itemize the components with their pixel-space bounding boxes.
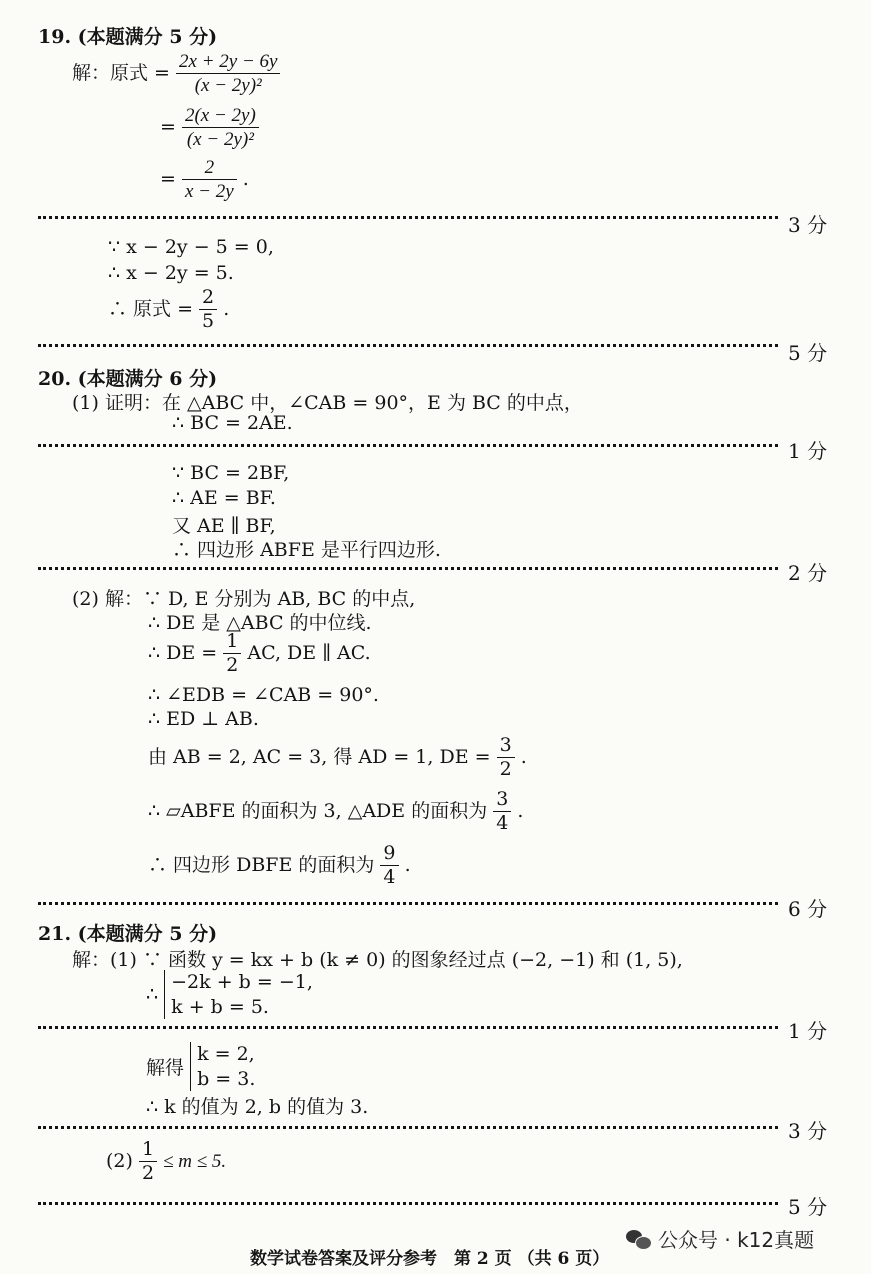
q19-fraction-3 — [182, 158, 237, 202]
q20-p2-line-4: ∴ ∠EDB = ∠CAB = 90°. — [148, 684, 379, 706]
q19-line-2: ∴ x − 2y = 5. — [108, 262, 234, 284]
q19-heading: 19. (本题满分 5 分) — [38, 26, 218, 48]
watermark — [626, 1224, 814, 1253]
q20-p2-line-3 — [148, 632, 371, 676]
q20-p2-line-7-period: . — [517, 799, 524, 822]
q19-period: . — [242, 167, 249, 190]
q21-sys1-eq2: k + b = 5. — [171, 995, 269, 1018]
q21-half-numerator: 1 — [141, 1138, 155, 1160]
q21-half-fraction — [139, 1140, 157, 1184]
q20-p2-line-5: ∴ ED ⊥ AB. — [148, 708, 259, 730]
q20-de-denominator: 2 — [497, 757, 515, 780]
q20-p2-line-7-prefix: ∴ ▱ABFE 的面积为 3, △ADE 的面积为 — [148, 799, 488, 822]
dotted-leader — [38, 1122, 778, 1129]
q20-area-fraction — [493, 790, 511, 834]
q19-eq-2: = — [160, 115, 176, 138]
q19-score-1: 3 分 — [788, 213, 828, 237]
q20-de-fraction — [497, 736, 515, 780]
q21-half-denominator: 2 — [139, 1161, 157, 1184]
q20-de-numerator: 3 — [499, 734, 512, 756]
q19-f1-numerator: 2x + 2y − 6y — [179, 51, 278, 72]
q19-result-fraction — [199, 288, 217, 332]
dotted-leader — [38, 212, 778, 219]
dotted-leader — [38, 898, 778, 905]
q19-eq-3: = — [160, 167, 176, 190]
q20-p1-line-5: 又 AE ∥ BF, — [172, 515, 276, 537]
q20-area-denominator: 4 — [493, 811, 511, 834]
dotted-leader — [38, 440, 778, 447]
q21-brace-1 — [164, 970, 313, 1019]
q19-line-1: ∵ x − 2y − 5 = 0, — [108, 236, 274, 258]
q21-score-3: 5 分 — [788, 1195, 828, 1219]
q21-heading: 21. (本题满分 5 分) — [38, 923, 218, 945]
q20-p1-line-6: ∴ 四边形 ABFE 是平行四边形. — [172, 539, 441, 561]
q21-therefore: ∴ — [146, 983, 159, 1006]
q19-f3-numerator: 2 — [204, 157, 215, 178]
q21-line-2: ∴ k 的值为 2, b 的值为 3. — [146, 1096, 369, 1118]
q20-score-3: 6 分 — [788, 897, 828, 921]
q20-p2-line-6-period: . — [520, 745, 527, 768]
q20-p2-line-7 — [148, 790, 523, 834]
watermark-text: 公众号 · k12真题 — [658, 1228, 815, 1252]
q19-step1 — [72, 52, 280, 96]
q20-half-numerator: 1 — [226, 630, 239, 652]
q21-part-2-label: (2) — [106, 1149, 133, 1172]
q19-line-3 — [108, 288, 229, 332]
q20-p2-line-3-suffix: AC, DE ∥ AC. — [247, 641, 371, 664]
q19-fraction-1 — [176, 52, 280, 96]
q21-score-2: 3 分 — [788, 1119, 828, 1143]
q20-p2-line-8-prefix: ∴ 四边形 DBFE 的面积为 — [148, 853, 375, 876]
q21-sys2-eq2: b = 3. — [197, 1067, 256, 1090]
q20-p2-line-6 — [148, 736, 527, 780]
q21-line-1: 解：(1) ∵ 函数 y = kx + b (k ≠ 0) 的图象经过点 (−2, −1) 和 (1, 5), — [72, 949, 683, 971]
dotted-leader — [38, 1022, 778, 1029]
wechat-icon — [626, 1228, 652, 1250]
q20-score-2: 2 分 — [788, 561, 828, 585]
q21-jiede: 解得 — [146, 1057, 185, 1080]
q20-p2-line-2: ∴ DE 是 △ABC 的中位线. — [148, 612, 372, 634]
q19-jie: 解：原式 = — [72, 61, 170, 84]
q20-p2-line-8-period: . — [404, 853, 411, 876]
q19-f1-denominator: (x − 2y)² — [176, 73, 280, 96]
q20-p1-line-4: ∴ AE = BF. — [172, 487, 276, 509]
q19-score-2: 5 分 — [788, 341, 828, 365]
dotted-leader — [38, 340, 778, 347]
q21-inequality: ≤ m ≤ 5. — [163, 1150, 227, 1172]
q19-f2-denominator: (x − 2y)² — [182, 127, 259, 150]
q19-result-denominator: 5 — [199, 309, 217, 332]
q21-part-2 — [106, 1140, 226, 1184]
q19-f3-denominator: x − 2y — [182, 179, 237, 202]
q20-p2-line-1: (2) 解：∵ D, E 分别为 AB, BC 的中点, — [72, 588, 416, 610]
q21-system-1 — [146, 970, 313, 1019]
q20-area-numerator: 3 — [496, 788, 509, 810]
q20-half-fraction — [223, 632, 241, 676]
q21-system-2 — [146, 1042, 255, 1091]
q19-step3 — [160, 158, 249, 202]
q20-p2-line-3-prefix: ∴ DE = — [148, 641, 218, 664]
dotted-leader — [38, 563, 778, 570]
q20-p2-line-6-prefix: 由 AB = 2, AC = 3, 得 AD = 1, DE = — [148, 745, 491, 768]
page-footer: 数学试卷答案及评分参考 第 2 页 （共 6 页） — [250, 1249, 610, 1269]
q20-p1-line-2: ∴ BC = 2AE. — [172, 412, 293, 434]
q21-brace-2 — [190, 1042, 255, 1091]
q20-p1-line-1: (1) 证明：在 △ABC 中，∠CAB = 90°，E 为 BC 的中点， — [72, 392, 583, 414]
q20-p1-line-3: ∵ BC = 2BF, — [172, 462, 290, 484]
q20-score-1: 1 分 — [788, 439, 828, 463]
q20-dbfe-denominator: 4 — [380, 865, 398, 888]
q21-score-1: 1 分 — [788, 1019, 828, 1043]
q20-heading: 20. (本题满分 6 分) — [38, 368, 218, 390]
q19-result-numerator: 2 — [202, 286, 215, 308]
q20-half-denominator: 2 — [223, 653, 241, 676]
q20-dbfe-numerator: 9 — [383, 842, 396, 864]
q19-step2 — [160, 106, 259, 150]
dotted-leader — [38, 1198, 778, 1205]
q19-f2-numerator: 2(x − 2y) — [184, 105, 256, 126]
q19-fraction-2 — [182, 106, 259, 150]
q21-sys1-eq1: −2k + b = −1, — [171, 971, 313, 993]
q19-result-period: . — [223, 297, 230, 320]
q20-p2-line-8 — [148, 844, 411, 888]
q21-sys2-eq1: k = 2, — [197, 1043, 255, 1065]
q20-dbfe-fraction — [380, 844, 398, 888]
q19-line-3-prefix: ∴ 原式 = — [108, 297, 193, 320]
